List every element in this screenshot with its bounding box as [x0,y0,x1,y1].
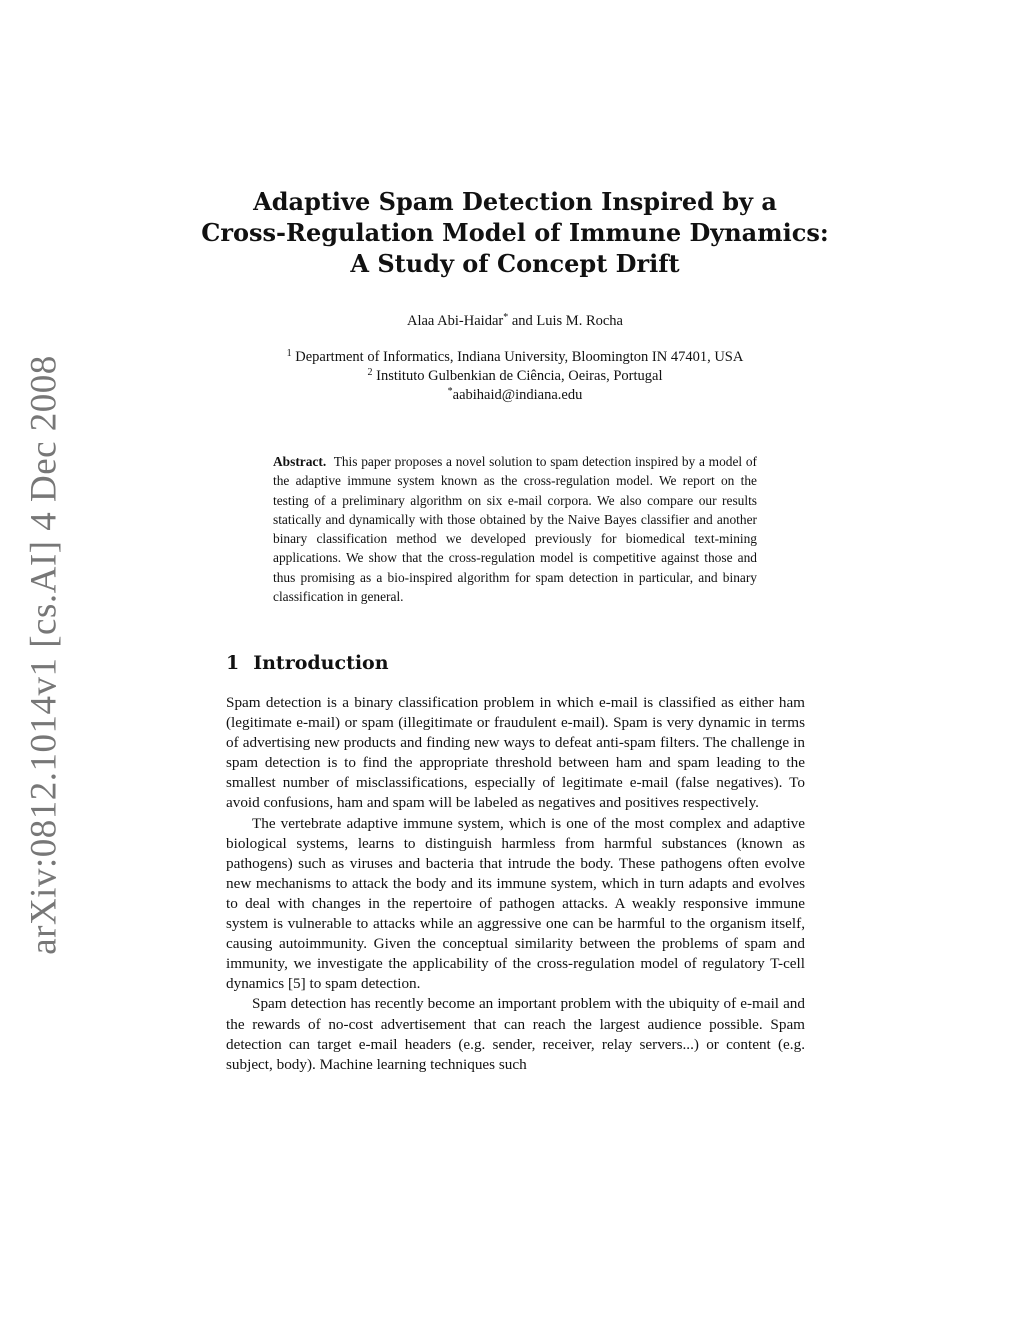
affiliation-line [200,386,830,405]
affiliation-mark: 2 [367,367,373,378]
section-body [226,693,805,1075]
author-conjunction: and [511,313,533,329]
author-name: Alaa Abi-Haidar [406,313,504,329]
paragraph: Spam detection is a binary classification problem in which e-mail is classified as either ham (legitimate e-mail) or spam (illegitimate or fraudulent e-mail). Spam is very dynamic in terms of advertising new products and finding new ways to defeat anti-spam filters. The challenge in spam detection is to find the appropriate threshold between ham and spam leading to the smallest number of misclassifications, especially of legitimate e-mail (false negatives). To avoid confusions, ham and spam will be labeled as negatives and positives respectively. [226,694,805,812]
section-number: 1 [226,652,240,674]
title-line: Cross-Regulation Model of Immune Dynamics: [201,218,829,247]
author-footnote-mark: * [503,312,509,323]
affiliation-mark: * [447,386,453,397]
affiliation-text: Instituto Gulbenkian de Ciência, Oeiras, Portugal [376,368,663,384]
affiliation-line [200,367,830,386]
affiliation-text: Department of Informatics, Indiana University, Bloomington IN 47401, USA [295,349,744,365]
section-heading [226,652,389,674]
paper-title [200,186,830,279]
abstract-text: This paper proposes a novel solution to spam detection inspired by a model of the adaptive immune system known as the cross-regulation model. We report on the testing of a preliminary algorithm on six e-mail corpora. We also compare our results statically and dynamically with those obtained by the Naive Bayes classifier and another binary classification method we developed previously for biomedical text-mining applications. We show that the cross-regulation model is competitive against those and thus promising as a bio-inspired algorithm for spam detection in particular, and binary classification in general. [273,454,758,605]
section-title: Introduction [253,652,389,674]
email-address: aabihaid@indiana.edu [452,387,583,403]
title-line: A Study of Concept Drift [350,249,680,278]
abstract [273,452,757,606]
author-list [200,313,830,330]
affiliation-line [200,348,830,367]
arxiv-identifier-stamp: arXiv:0812.1014v1 [cs.AI] 4 Dec 2008 [23,355,65,955]
affiliation-mark: 1 [286,348,292,359]
paragraph: Spam detection has recently become an important problem with the ubiquity of e-mail and the rewards of no-cost advertisement that can reach the largest audience possible. Spam detection can target e-mail headers (e.g. sender, receiver, relay servers...) or content (e.g. subject, body). Machine learning techniques such [226,995,805,1073]
paragraph: The vertebrate adaptive immune system, which is one of the most complex and adaptive biological systems, learns to distinguish harmless from harmful substances (known as pathogens) such as viruses and bacteria that intrude the body. These pathogens often evolve new mechanisms to attack the body and its immune system, which in turn adapts and evolves to deal with changes in the repertoire of pathogen attacks. A weakly responsive immune system is vulnerable to attacks while an aggressive one can be harmful to the organism itself, causing autoimmunity. Given the conceptual similarity between the problems of spam and immunity, we investigate the applicability of the cross-regulation model of regulatory T-cell dynamics [5] to spam detection. [226,814,805,993]
affiliations [200,348,830,405]
author-name: Luis M. Rocha [536,313,623,329]
abstract-label: Abstract. [273,454,327,469]
title-line: Adaptive Spam Detection Inspired by a [253,187,777,216]
